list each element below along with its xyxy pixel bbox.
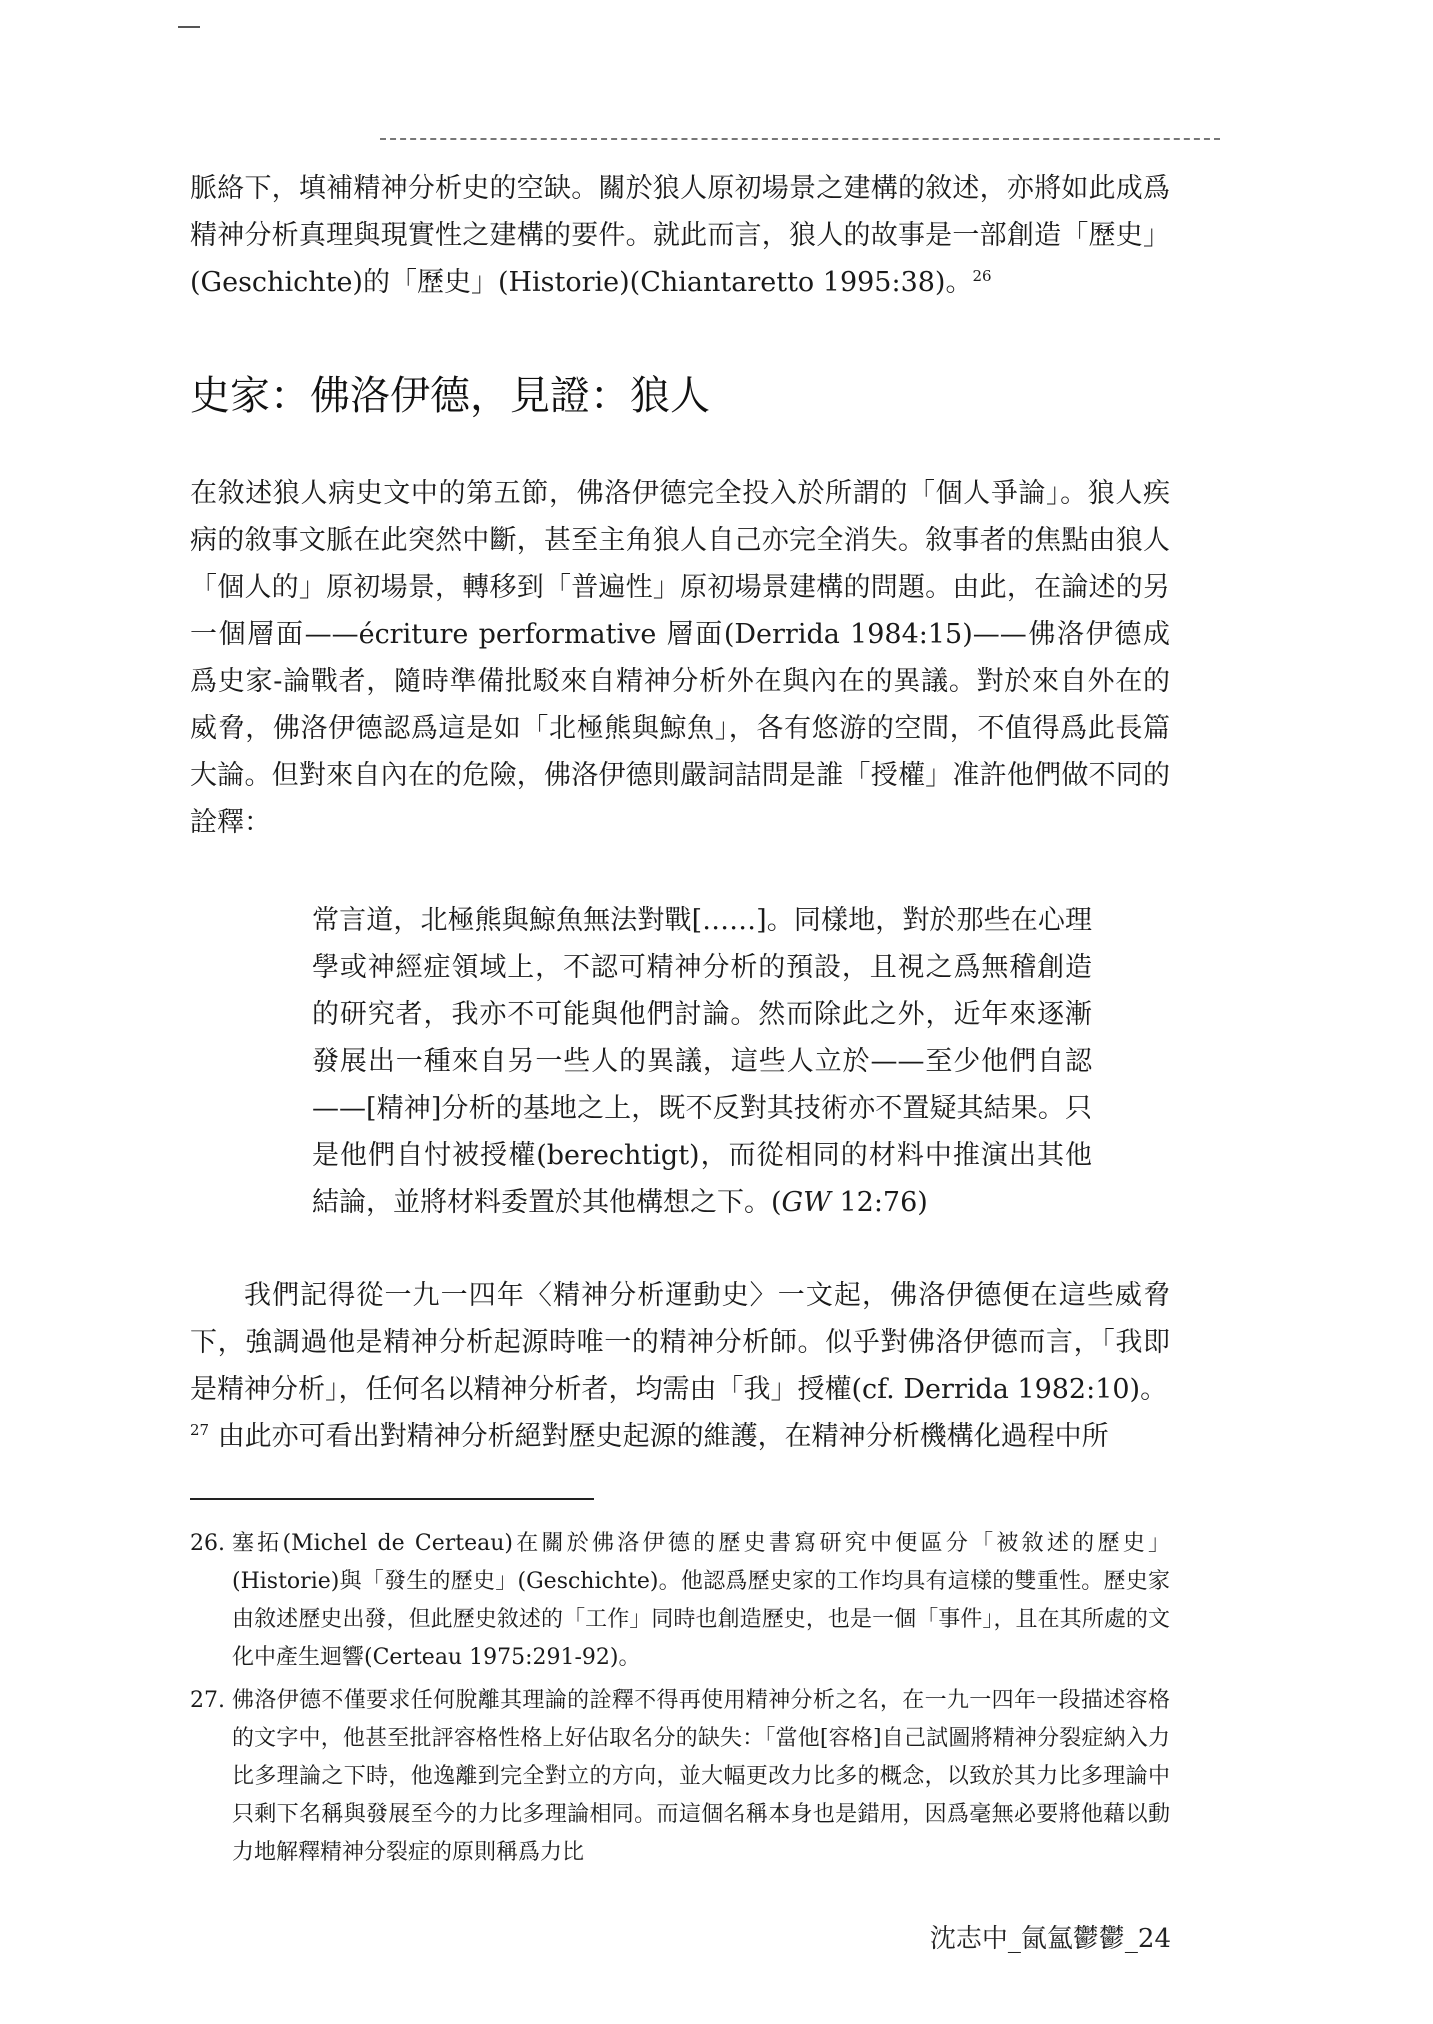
paragraph-1-text: 脈絡下，填補精神分析史的空缺。關於狼人原初場景之建構的敘述，亦將如此成爲精神分析真理與現實性之建構的要件。就此而言，狼人的故事是一部創造「歷史」(Geschichte)的「歷史」(Historie)(Chiantaretto 1995:38)。	[190, 173, 1170, 298]
paragraph-1	[190, 165, 1170, 306]
footnote-27	[190, 1682, 1170, 1872]
block-quote-text: 常言道，北極熊與鯨魚無法對戰[……]。同樣地，對於那些在心理學或神經症領域上，不認可精神分析的預設，且視之爲無稽創造的研究者，我亦不可能與他們討論。然而除此之外，近年來逐漸發展出一種來自另一些人的異議，這些人立於——至少他們自認——[精神]分析的基地之上，既不反對其技術亦不置疑其結果。只是他們自忖被授權(berechtigt)，而從相同的材料中推演出其他結論，並將材料委置於其他構想之下。	[312, 905, 1092, 1218]
footnote-text: 塞拓(Michel de Certeau)在關於佛洛伊德的歷史書寫研究中便區分「被敘述的歷史」(Historie)與「發生的歷史」(Geschichte)。他認爲歷史家的工作均具有這樣的雙重性。歷史家由敘述歷史出發，但此歷史敘述的「工作」同時也創造歷史，也是一個「事件」，且在其所處的文化中產生迴響(Certeau 1975:291-92)。	[232, 1531, 1170, 1670]
footnote-number: 26.	[190, 1531, 225, 1556]
section-heading: 史家：佛洛伊德，見證：狼人	[190, 373, 710, 419]
paragraph-2: 在敘述狼人病史文中的第五節，佛洛伊德完全投入於所謂的「個人爭論」。狼人疾病的敘事文脈在此突然中斷，甚至主角狼人自己亦完全消失。敘事者的焦點由狼人「個人的」原初場景，轉移到「普遍性」原初場景建構的問題。由此，在論述的另一個層面——écriture performative 層面(Derrida 1984:15)——佛洛伊德成爲史家-論戰者，隨時準備批駁來自精神分析外在與內在的異議。對於來自外在的威脅，佛洛伊德認爲這是如「北極熊與鯨魚」，各有悠游的空間，不值得爲此長篇大論。但對來自內在的危險，佛洛伊德則嚴詞詰問是誰「授權」准許他們做不同的詮釋：	[190, 478, 1170, 838]
page-footer: 沈志中_氤氳鬱鬱_24	[929, 1924, 1171, 1954]
footnote-26	[190, 1525, 1170, 1677]
footnote-ref-27[interactable]: 27	[190, 1421, 210, 1439]
paragraph-3-text-b: 由此亦可看出對精神分析絕對歷史起源的維護，在精神分析機構化過程中所	[217, 1421, 1109, 1452]
quote-citation-location: 12:76	[839, 1187, 918, 1218]
footnote-number: 27.	[190, 1688, 225, 1713]
scan-mark-top-left	[178, 26, 200, 28]
footnote-list	[190, 1525, 1170, 1877]
header-dashed-rule	[380, 138, 1220, 140]
footnote-text: 佛洛伊德不僅要求任何脫離其理論的詮釋不得再使用精神分析之名，在一九一四年一段描述容格的文字中，他甚至批評容格性格上好佔取名分的缺失：「當他[容格]自己試圖將精神分裂症納入力比多理論之下時，他逸離到完全對立的方向，並大幅更改力比多的概念，以致於其力比多理論中只剩下名稱與發展至今的力比多理論相同。而這個名稱本身也是錯用，因爲毫無必要將他藉以動力地解釋精神分裂症的原則稱爲力比	[232, 1688, 1170, 1865]
paragraph-3	[190, 1272, 1170, 1460]
block-quote: 常言道，北極熊與鯨魚無法對戰[……]。同樣地，對於那些在心理學或神經症領域上，不認可精神分析的預設，且視之爲無稽創造的研究者，我亦不可能與他們討論。然而除此之外，近年來逐漸發展出一種來自另一些人的異議，這些人立於——至少他們自認——[精神]分析的基地之上，既不反對其技術亦不置疑其結果。只是他們自忖被授權(berechtigt)，而從相同的材料中推演出其他結論，並將材料委置於其他構想之下。(GW 12:76)	[312, 905, 1092, 1218]
footnote-ref-26[interactable]: 26	[972, 267, 992, 285]
paragraph-3-text-a: 我們記得從一九一四年〈精神分析運動史〉一文起，佛洛伊德便在這些威脅下，強調過他是精神分析起源時唯一的精神分析師。似乎對佛洛伊德而言，「我即是精神分析」，任何名以精神分析者，均需由「我」授權(cf. Derrida 1982:10)。	[190, 1280, 1170, 1405]
footnote-divider	[190, 1498, 594, 1500]
quote-citation-work: GW	[781, 1187, 831, 1218]
